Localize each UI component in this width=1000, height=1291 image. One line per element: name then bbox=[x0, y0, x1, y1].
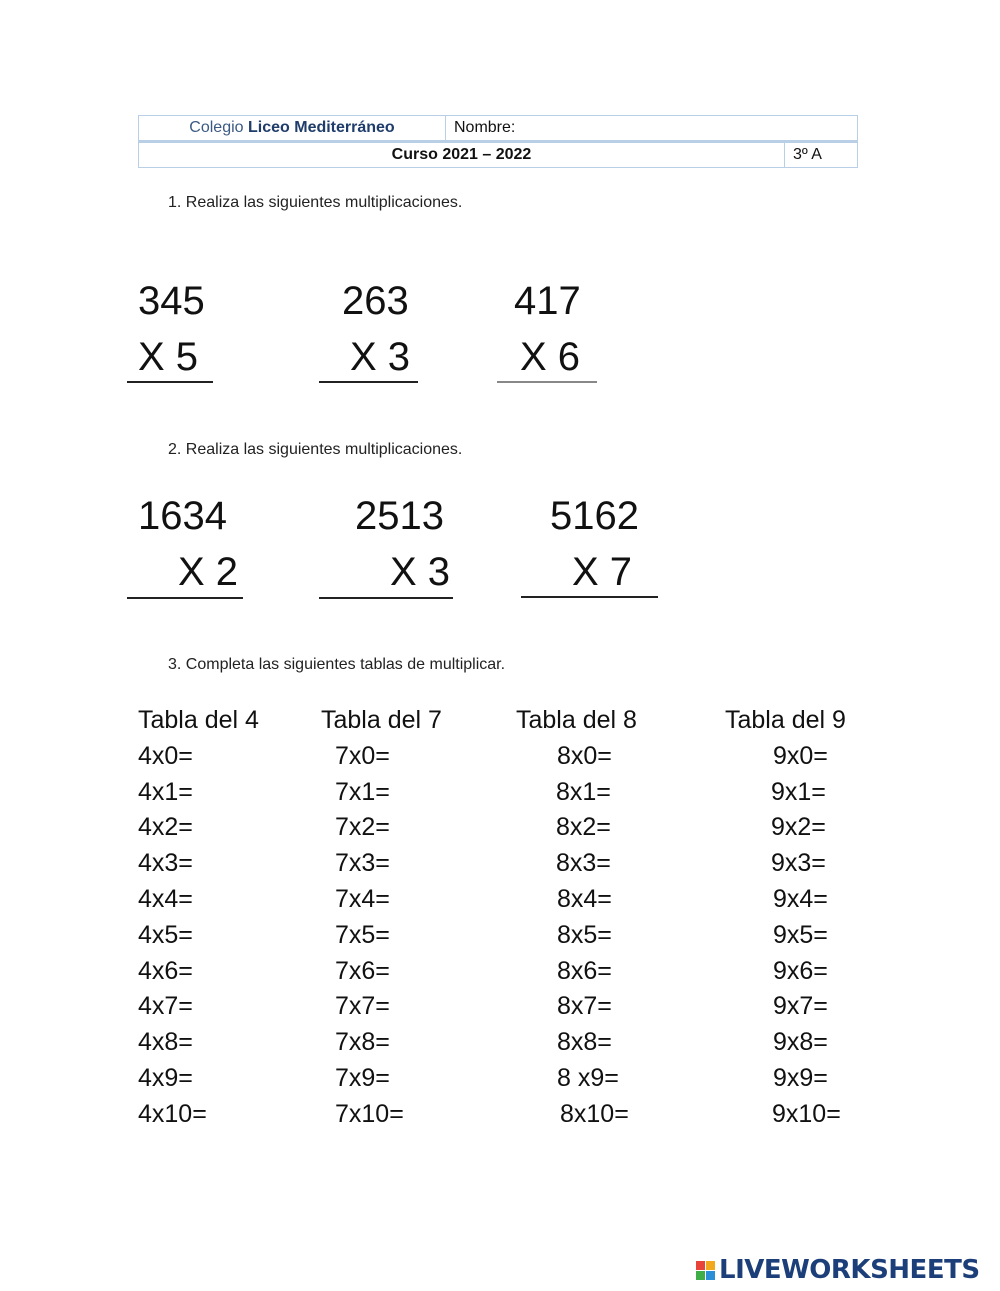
table-row: 7x10= bbox=[335, 1099, 404, 1128]
table-row: 4x10= bbox=[138, 1099, 207, 1128]
table-row: 8x0= bbox=[557, 741, 612, 770]
table-row: 7x2= bbox=[335, 813, 390, 842]
instruction-1: 1. Realiza las siguientes multiplicaciones. bbox=[168, 194, 463, 211]
group-label: 3º A bbox=[785, 142, 858, 168]
table-row: 8x10= bbox=[560, 1099, 629, 1128]
table-row: 7x6= bbox=[335, 956, 390, 985]
table-row: 8x4= bbox=[557, 884, 612, 913]
answer-line-3 bbox=[497, 381, 597, 383]
problem-1-top: 345 bbox=[138, 279, 205, 323]
problem-1-bottom: X 5 bbox=[138, 335, 199, 379]
school-cell bbox=[139, 116, 446, 142]
table-row: 7x3= bbox=[335, 849, 390, 878]
table-row: 9x4= bbox=[773, 884, 828, 913]
problem-4-bottom: X 2 bbox=[178, 550, 239, 594]
table-row: 9x5= bbox=[773, 920, 828, 949]
table-row: 7x9= bbox=[335, 1063, 390, 1092]
problem-6-bottom: X 7 bbox=[572, 550, 633, 594]
table-row: 8x2= bbox=[556, 813, 611, 842]
table-row: 4x4= bbox=[138, 884, 193, 913]
answer-line-1 bbox=[127, 381, 213, 383]
table-row: 9x7= bbox=[773, 992, 828, 1021]
table-row: 7x0= bbox=[335, 741, 390, 770]
table-row: 7x5= bbox=[335, 920, 390, 949]
answer-line-6 bbox=[521, 596, 658, 598]
problem-3-top: 417 bbox=[514, 279, 581, 323]
table-row: 9x8= bbox=[773, 1028, 828, 1057]
table-row: 7x1= bbox=[335, 777, 390, 806]
liveworksheets-logo[interactable] bbox=[696, 1253, 980, 1287]
table-8 bbox=[516, 703, 637, 1133]
table-row: 4x3= bbox=[138, 849, 193, 878]
table-row: 8 x9= bbox=[557, 1063, 619, 1092]
instruction-2: 2. Realiza las siguientes multiplicaciones. bbox=[168, 441, 463, 458]
school-prefix: Colegio bbox=[189, 119, 244, 136]
table-title: Tabla del 8 bbox=[516, 706, 637, 734]
table-row: 9x2= bbox=[771, 813, 826, 842]
table-row: 4x1= bbox=[138, 777, 193, 806]
problem-2-top: 263 bbox=[342, 279, 409, 323]
table-row: 7x4= bbox=[335, 884, 390, 913]
table-7 bbox=[321, 703, 442, 1133]
table-title: Tabla del 9 bbox=[725, 706, 846, 734]
table-row: 8x1= bbox=[556, 777, 611, 806]
name-cell[interactable] bbox=[446, 116, 858, 142]
problem-5-bottom: X 3 bbox=[390, 550, 451, 594]
table-row: 9x10= bbox=[772, 1099, 841, 1128]
table-row: 7x8= bbox=[335, 1028, 390, 1057]
problem-2-bottom: X 3 bbox=[350, 335, 411, 379]
table-row: 7x7= bbox=[335, 992, 390, 1021]
table-row: 4x2= bbox=[138, 813, 193, 842]
school-name: Liceo Mediterráneo bbox=[248, 119, 395, 136]
table-row: 9x9= bbox=[773, 1063, 828, 1092]
logo-text: LIVEWORKSHEETS bbox=[719, 1255, 980, 1285]
header-table bbox=[138, 115, 858, 168]
table-4 bbox=[138, 703, 259, 1133]
table-row: 8x6= bbox=[557, 956, 612, 985]
table-row: 4x8= bbox=[138, 1028, 193, 1057]
problem-5-top: 2513 bbox=[355, 494, 444, 538]
answer-line-2 bbox=[319, 381, 418, 383]
table-row: 9x1= bbox=[771, 777, 826, 806]
problem-3-bottom: X 6 bbox=[520, 335, 581, 379]
instruction-3: 3. Completa las siguientes tablas de multiplicar. bbox=[168, 656, 506, 673]
table-9 bbox=[725, 703, 846, 1133]
table-row: 4x9= bbox=[138, 1063, 193, 1092]
table-row: 8x5= bbox=[557, 920, 612, 949]
table-row: 8x7= bbox=[557, 992, 612, 1021]
table-row: 4x7= bbox=[138, 992, 193, 1021]
answer-line-5 bbox=[319, 597, 453, 599]
course-label: Curso 2021 – 2022 bbox=[139, 142, 785, 168]
answer-line-4 bbox=[127, 597, 243, 599]
name-label: Nombre: bbox=[454, 119, 516, 136]
table-row: 9x0= bbox=[773, 741, 828, 770]
table-row: 8x8= bbox=[557, 1028, 612, 1057]
table-row: 4x5= bbox=[138, 920, 193, 949]
multiplication-tables bbox=[0, 703, 1000, 1133]
table-title: Tabla del 4 bbox=[138, 706, 259, 734]
table-row: 9x3= bbox=[771, 849, 826, 878]
table-row: 4x0= bbox=[138, 741, 193, 770]
table-row: 9x6= bbox=[773, 956, 828, 985]
problem-4-top: 1634 bbox=[138, 494, 227, 538]
problem-6-top: 5162 bbox=[550, 494, 639, 538]
table-row: 4x6= bbox=[138, 956, 193, 985]
liveworksheets-logo-icon bbox=[696, 1261, 715, 1280]
table-row: 8x3= bbox=[556, 849, 611, 878]
table-title: Tabla del 7 bbox=[321, 706, 442, 734]
